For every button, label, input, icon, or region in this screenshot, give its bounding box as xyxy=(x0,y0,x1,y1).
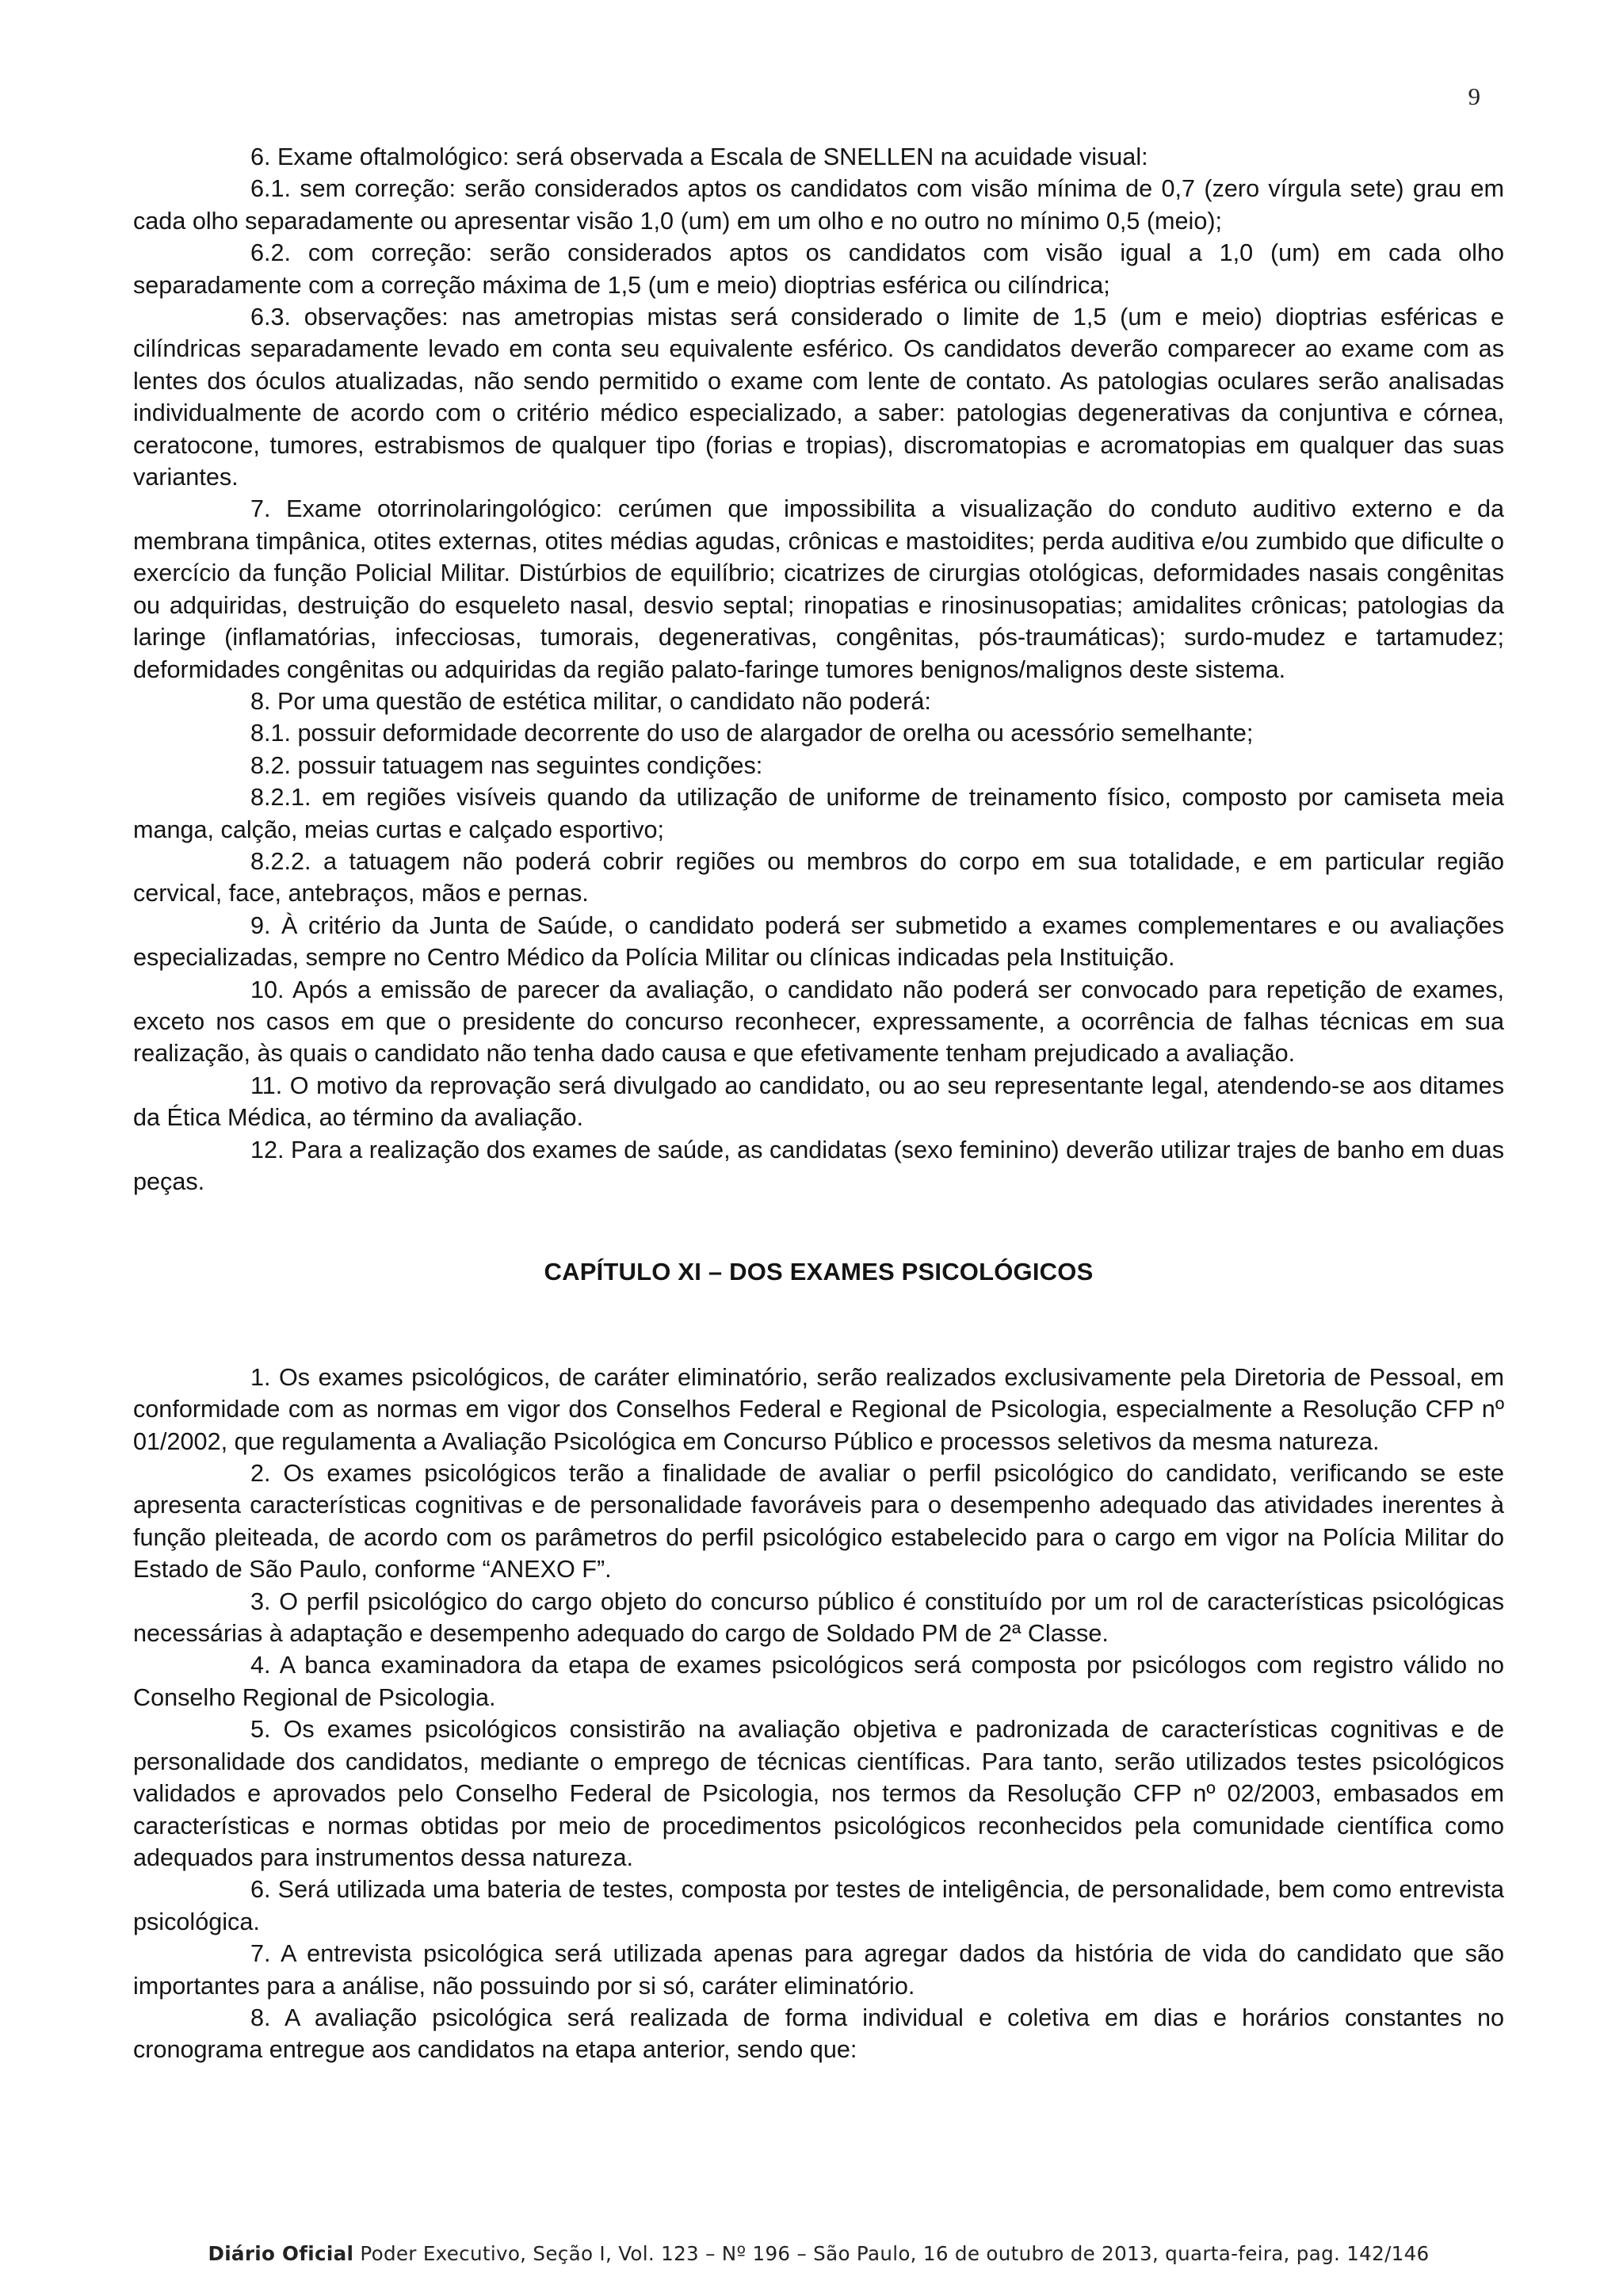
page-number: 9 xyxy=(1468,82,1480,110)
psych-paragraph-3: 3. O perfil psicológico do cargo objeto do concurso público é constituído por um rol de características psicológicas necessárias à adaptação e desempenho adequado do cargo de Soldado PM de 2ª Classe. xyxy=(133,1587,1504,1648)
paragraph-11: 11. O motivo da reprovação será divulgado ao candidato, ou ao seu representante legal, atendendo-se aos ditames da Ética Médica, ao término da avaliação. xyxy=(133,1072,1504,1132)
paragraph-8-2-2: 8.2.2. a tatuagem não poderá cobrir regiões ou membros do corpo em sua totalidade, e em particular região cervical, face, antebraços, mãos e pernas. xyxy=(133,847,1504,907)
psych-paragraph-8: 8. A avaliação psicológica será realizada de forma individual e coletiva em dias e horários constantes no cronograma entregue aos candidatos na etapa anterior, sendo que: xyxy=(133,2004,1504,2064)
paragraph-6-3: 6.3. observações: nas ametropias mistas será considerado o limite de 1,5 (um e meio) dioptrias esféricas e cilíndricas separadamente levado em conta seu equivalente esférico. Os candidatos deverão comparecer ao exame com as lentes dos óculos atualizadas, não sendo permitido o exame com lente de contato. As patologias oculares serão analisadas individualmente de acordo com o critério médico especializado, a saber: patologias degenerativas da conjuntiva e córnea, ceratocone, tumores, estrabismos de qualquer tipo (forias e tropias), discromatopias e acromatopias em qualquer das suas variantes. xyxy=(133,304,1504,491)
page-footer xyxy=(133,2242,1504,2265)
paragraph-8-2-1: 8.2.1. em regiões visíveis quando da utilização de uniforme de treinamento físico, composto por camiseta meia manga, calção, meias curtas e calçado esportivo; xyxy=(133,784,1504,843)
paragraph-6: 6. Exame oftalmológico: será observada a Escala de SNELLEN na acuidade visual: xyxy=(250,143,1148,170)
document-body xyxy=(133,141,1504,2066)
paragraph-6-2: 6.2. com correção: serão considerados aptos os candidatos com visão igual a 1,0 (um) em cada olho separadamente com a correção máxima de 1,5 (um e meio) dioptrias esférica ou cilíndrica; xyxy=(133,239,1504,299)
paragraph-8-1: 8.1. possuir deformidade decorrente do uso de alargador de orelha ou acessório semelhante; xyxy=(250,720,1254,747)
psych-paragraph-7: 7. A entrevista psicológica será utilizada apenas para agregar dados da história de vida do candidato que são importantes para a análise, não possuindo por si só, caráter eliminatório. xyxy=(133,1940,1504,2000)
chapter-title: CAPÍTULO XI – DOS EXAMES PSICOLÓGICOS xyxy=(544,1258,1094,1286)
psych-paragraph-6: 6. Será utilizada uma bateria de testes, composta por testes de inteligência, de personalidade, bem como entrevista psicológica. xyxy=(133,1876,1504,1935)
paragraph-7: 7. Exame otorrinolaringológico: cerúmen que impossibilita a visualização do conduto auditivo externo e da membrana timpânica, otites externas, otites médias agudas, crônicas e mastoidites; perda auditiva e/ou zumbido que dificulte o exercício da função Policial Militar. Distúrbios de equilíbrio; cicatrizes de cirurgias otológicas, deformidades nasais congênitas ou adquiridas, destruição do esqueleto nasal, desvio septal; rinopatias e rinosinusopatias; amidalites crônicas; patologias da laringe (inflamatórias, infecciosas, tumorais, degenerativas, congênitas, pós-traumáticas); surdo-mudez e tartamudez; deformidades congênitas ou adquiridas da região palato-faringe tumores benignos/malignos deste sistema. xyxy=(133,495,1504,683)
footer-publication: Diário Oficial xyxy=(208,2242,354,2265)
psych-paragraph-4: 4. A banca examinadora da etapa de exames psicológicos será composta por psicólogos com registro válido no Conselho Regional de Psicologia. xyxy=(133,1652,1504,1711)
paragraph-8: 8. Por uma questão de estética militar, o candidato não poderá: xyxy=(250,687,931,715)
footer-details: Poder Executivo, Seção I, Vol. 123 – Nº 196 – São Paulo, 16 de outubro de 2013, quarta-feira, pag. 142/146 xyxy=(360,2242,1430,2265)
paragraph-8-2: 8.2. possuir tatuagem nas seguintes condições: xyxy=(250,751,763,779)
paragraph-6-1: 6.1. sem correção: serão considerados aptos os candidatos com visão mínima de 0,7 (zero vírgula sete) grau em cada olho separadamente ou apresentar visão 1,0 (um) em um olho e no outro no mínimo 0,5 (meio); xyxy=(133,175,1504,235)
psych-paragraph-5: 5. Os exames psicológicos consistirão na avaliação objetiva e padronizada de características cognitivas e de personalidade dos candidatos, mediante o emprego de técnicas científicas. Para tanto, serão utilizados testes psicológicos validados e aprovados pelo Conselho Federal de Psicologia, nos termos da Resolução CFP nº 02/2003, embasados em características e normas obtidas por meio de procedimentos psicológicos reconhecidos pela comunidade científica como adequados para instrumentos dessa natureza. xyxy=(133,1716,1504,1871)
paragraph-10: 10. Após a emissão de parecer da avaliação, o candidato não poderá ser convocado para repetição de exames, exceto nos casos em que o presidente do concurso reconhecer, expressamente, a ocorrência de falhas técnicas em sua realização, às quais o candidato não tenha dado causa e que efetivamente tenham prejudicado a avaliação. xyxy=(133,976,1504,1068)
psych-paragraph-1: 1. Os exames psicológicos, de caráter eliminatório, serão realizados exclusivamente pela Diretoria de Pessoal, em conformidade com as normas em vigor dos Conselhos Federal e Regional de Psicologia, especialmente a Resolução CFP nº 01/2002, que regulamenta a Avaliação Psicológica em Concurso Público e processos seletivos da mesma natureza. xyxy=(133,1363,1504,1455)
psych-paragraph-2: 2. Os exames psicológicos terão a finalidade de avaliar o perfil psicológico do candidato, verificando se este apresenta características cognitivas e de personalidade favoráveis para o desempenho adequado das atividades inerentes à função pleiteada, de acordo com os parâmetros do perfil psicológico estabelecido para o cargo em vigor na Polícia Militar do Estado de São Paulo, conforme “ANEXO F”. xyxy=(133,1460,1504,1584)
paragraph-12: 12. Para a realização dos exames de saúde, as candidatas (sexo feminino) deverão utilizar trajes de banho em duas peças. xyxy=(133,1136,1504,1195)
paragraph-9: 9. À critério da Junta de Saúde, o candidato poderá ser submetido a exames complementares e ou avaliações especializadas, sempre no Centro Médico da Polícia Militar ou clínicas indicadas pela Instituição. xyxy=(133,911,1504,972)
